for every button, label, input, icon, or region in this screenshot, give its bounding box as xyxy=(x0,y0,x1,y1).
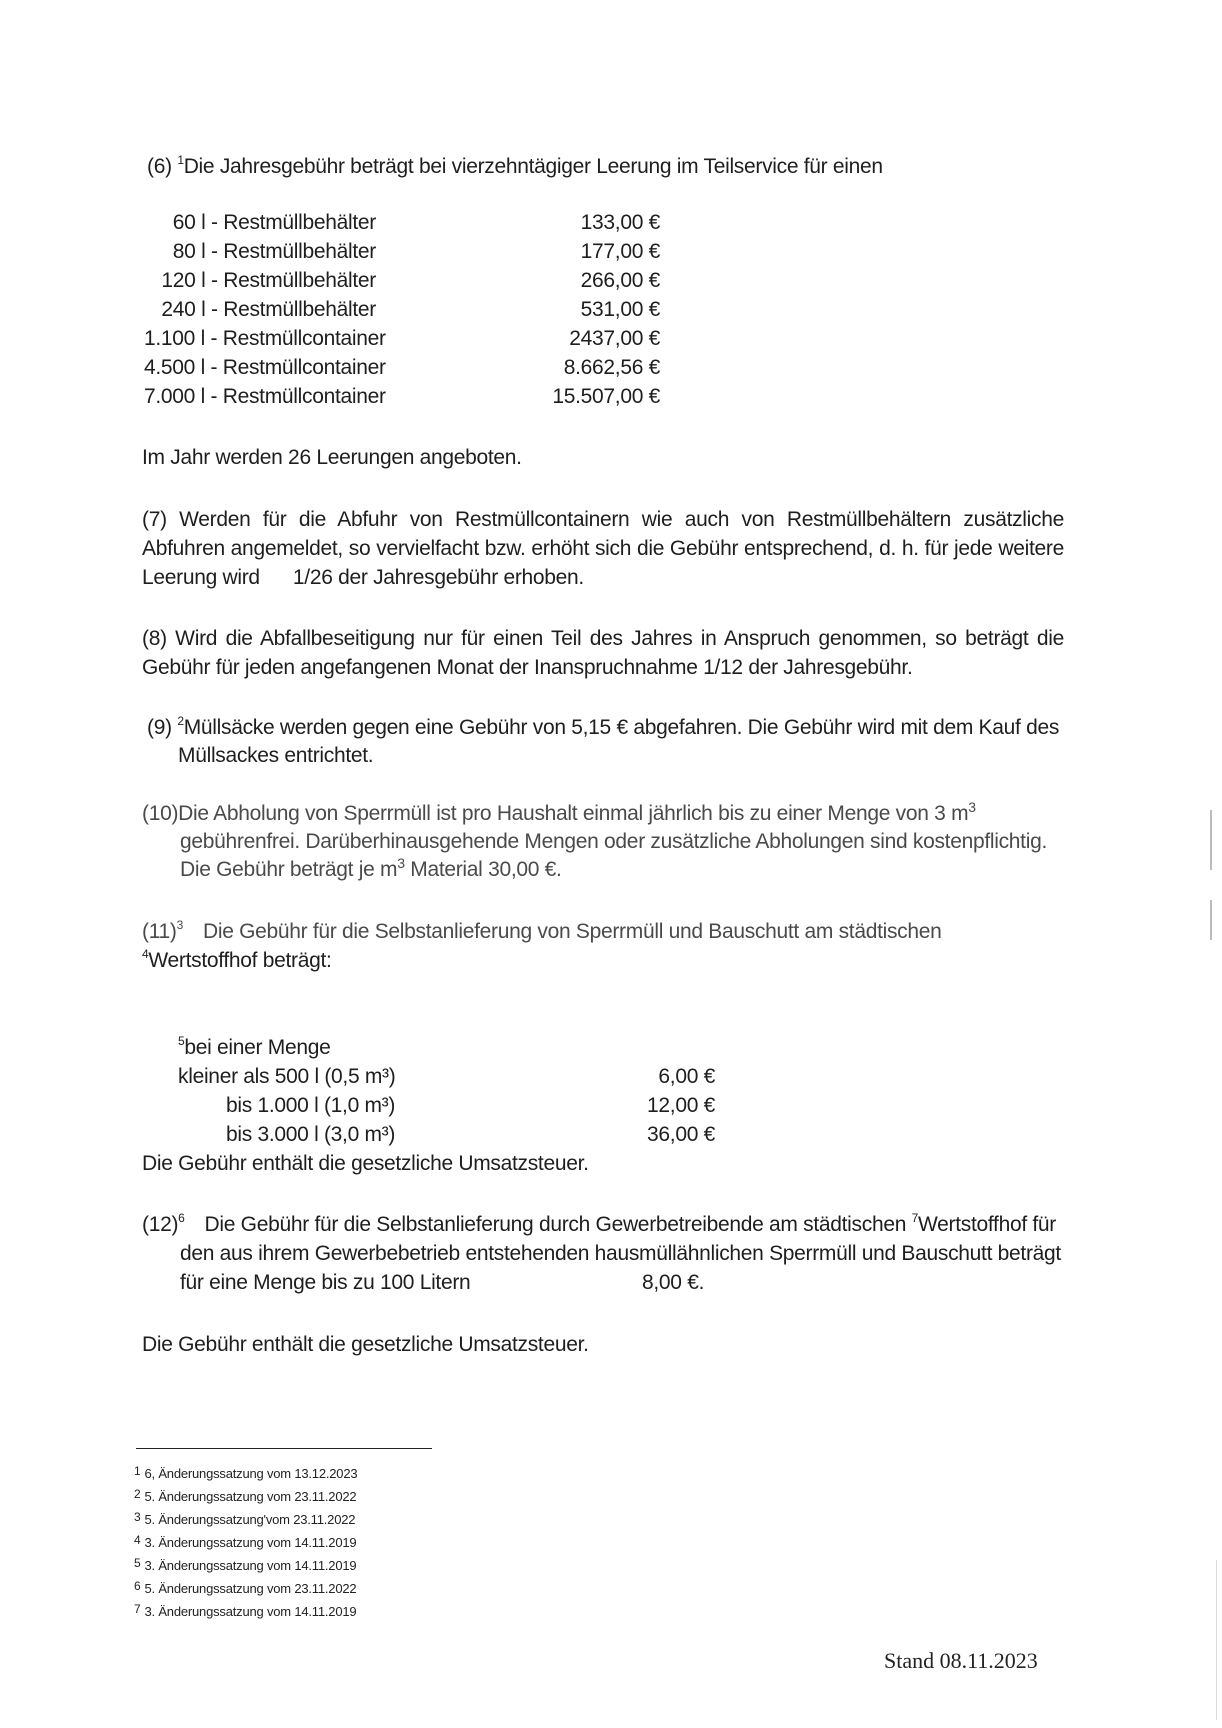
p8-line: Gebühr für jeden angefangenen Monat der Inanspruchnahme 1/12 der Jahresgebühr. xyxy=(142,656,913,679)
p11-row-price: 36,00 € xyxy=(647,1123,715,1146)
p6-row-label: 80 l - Restmüllbehälter xyxy=(172,240,376,263)
p10-line1-superscript: 3 xyxy=(968,799,976,815)
p9-number: (9) xyxy=(147,716,172,739)
p6-row-label: 7.000 l - Restmüllcontainer xyxy=(144,385,386,408)
p6-row-label: 1.100 l - Restmüllcontainer xyxy=(144,327,386,350)
p6-row-label: 120 l - Restmüllbehälter xyxy=(161,269,376,292)
p6-note: Im Jahr werden 26 Leerungen angeboten. xyxy=(142,446,522,469)
p11-line xyxy=(142,949,332,973)
p10-line3-superscript: 3 xyxy=(397,855,405,871)
p9-line xyxy=(147,716,1059,740)
p6-intro xyxy=(147,155,883,179)
p12-footnote-ref: 6 xyxy=(178,1211,185,1225)
p11-line xyxy=(142,920,942,944)
p10-line3-text: Die Gebühr beträgt je m xyxy=(180,858,398,881)
p6-row-label: 4.500 l - Restmüllcontainer xyxy=(144,356,386,379)
p6-row-label: 240 l - Restmüllbehälter xyxy=(161,298,376,321)
p8-line: (8) Wird die Abfallbeseitigung nur für einen Teil des Jahres in Anspruch genommen, so beträgt die xyxy=(142,627,1064,650)
p11-row-price: 12,00 € xyxy=(647,1094,715,1117)
p11-footnote-ref: 4 xyxy=(142,947,149,961)
p7-line3-end: 1/26 der Jahresgebühr erhoben. xyxy=(292,566,584,589)
p11-text: Die Gebühr für die Selbstanlieferung von Sperrmüll und Bauschutt am städtischen xyxy=(202,920,942,943)
p12-line3-start: für eine Menge bis zu 100 Litern xyxy=(180,1271,471,1294)
footnote: 4 3. Änderungssatzung vom 14.11.2019 xyxy=(134,1533,357,1550)
p11-row-label: kleiner als 500 l (0,5 m³) xyxy=(178,1065,396,1088)
footnote: 3 5. Änderungssatzung'vom 23.11.2022 xyxy=(134,1510,356,1527)
p10-line3-rest: Material 30,00 €. xyxy=(404,858,562,881)
p12-text-end: Wertstoffhof für xyxy=(918,1213,1057,1236)
p7-line3-start: Leerung wird xyxy=(142,566,260,589)
scan-edge-mark xyxy=(1210,810,1212,870)
footnote-separator xyxy=(136,1448,432,1449)
p11-footnote-ref: 3 xyxy=(176,918,183,932)
p12-line: den aus ihrem Gewerbebetrieb entstehenden hausmüllähnlichen Sperrmüll und Bauschutt beträgt xyxy=(180,1242,1061,1265)
p10-line xyxy=(142,799,976,826)
p7-line: (7) Werden für die Abfuhr von Restmüllcontainern wie auch von Restmüllbehältern zusätzliche xyxy=(142,508,1064,531)
p10-line: gebührenfrei. Darüberhinausgehende Mengen oder zusätzliche Abholungen sind kostenpflichtig. xyxy=(180,830,1047,853)
p11-row-price: 6,00 € xyxy=(658,1065,715,1088)
p6-row-price: 15.507,00 € xyxy=(552,385,660,408)
p9-footnote-ref: 2 xyxy=(177,714,184,728)
stand-date: Stand 08.11.2023 xyxy=(884,1648,1038,1673)
footnote: 5 3. Änderungssatzung vom 14.11.2019 xyxy=(134,1556,357,1573)
p12-tax-note: Die Gebühr enthält die gesetzliche Umsatzsteuer. xyxy=(142,1333,589,1356)
p11-tax-note: Die Gebühr enthält die gesetzliche Umsatzsteuer. xyxy=(142,1152,589,1175)
scan-edge-line xyxy=(1216,1560,1217,1720)
p7-line xyxy=(142,566,584,590)
p6-row-price: 531,00 € xyxy=(580,298,660,321)
p6-row-price: 2437,00 € xyxy=(569,327,660,350)
p9-text: Müllsäcke werden gegen eine Gebühr von 5,15 € abgefahren. Die Gebühr wird mit dem Kauf des xyxy=(183,716,1060,739)
p11-footnote-ref: 5 xyxy=(178,1034,185,1048)
scan-edge-mark xyxy=(1210,900,1212,940)
footnote: 6 5. Änderungssatzung vom 23.11.2022 xyxy=(134,1579,357,1596)
p10-line xyxy=(180,855,562,882)
p9-line: Müllsackes entrichtet. xyxy=(178,744,374,767)
p12-line xyxy=(142,1213,1056,1237)
p6-number: (6) xyxy=(147,155,172,178)
p11-row-label: bis 3.000 l (3,0 m³) xyxy=(226,1123,396,1146)
p6-footnote-ref: 1 xyxy=(177,153,184,167)
p10-line1-text: (10)Die Abholung von Sperrmüll ist pro Haushalt einmal jährlich bis zu einer Menge von 3 m xyxy=(142,802,969,825)
p6-row-label: 60 l - Restmüllbehälter xyxy=(172,211,376,234)
footnote: 7 3. Änderungssatzung vom 14.11.2019 xyxy=(134,1602,357,1619)
footnote: 1 6, Änderungssatzung vom 13.12.2023 xyxy=(134,1464,358,1481)
p12-text: Die Gebühr für die Selbstanlieferung durch Gewerbetreibende am städtischen xyxy=(204,1213,907,1236)
p11-sub-head-text: bei einer Menge xyxy=(184,1036,331,1059)
p12-number: (12) xyxy=(142,1213,179,1236)
p6-row-price: 8.662,56 € xyxy=(563,356,660,379)
p6-intro-text: Die Jahresgebühr beträgt bei vierzehntägiger Leerung im Teilservice für einen xyxy=(183,155,883,178)
p6-row-price: 177,00 € xyxy=(580,240,660,263)
p11-number: (11) xyxy=(142,920,177,943)
p6-row-price: 266,00 € xyxy=(580,269,660,292)
p11-line2-text: Wertstoffhof beträgt: xyxy=(148,949,332,972)
p11-row-label: bis 1.000 l (1,0 m³) xyxy=(226,1094,396,1117)
footnote: 2 5. Änderungssatzung vom 23.11.2022 xyxy=(134,1487,357,1504)
p6-row-price: 133,00 € xyxy=(580,211,660,234)
p12-footnote-ref: 7 xyxy=(911,1211,919,1225)
p11-sub-head xyxy=(178,1036,330,1060)
p12-line3-price: 8,00 €. xyxy=(642,1271,705,1294)
p7-line: Abfuhren angemeldet, so vervielfacht bzw. erhöht sich die Gebühr entsprechend, d. h. für jede weitere xyxy=(142,537,1064,560)
